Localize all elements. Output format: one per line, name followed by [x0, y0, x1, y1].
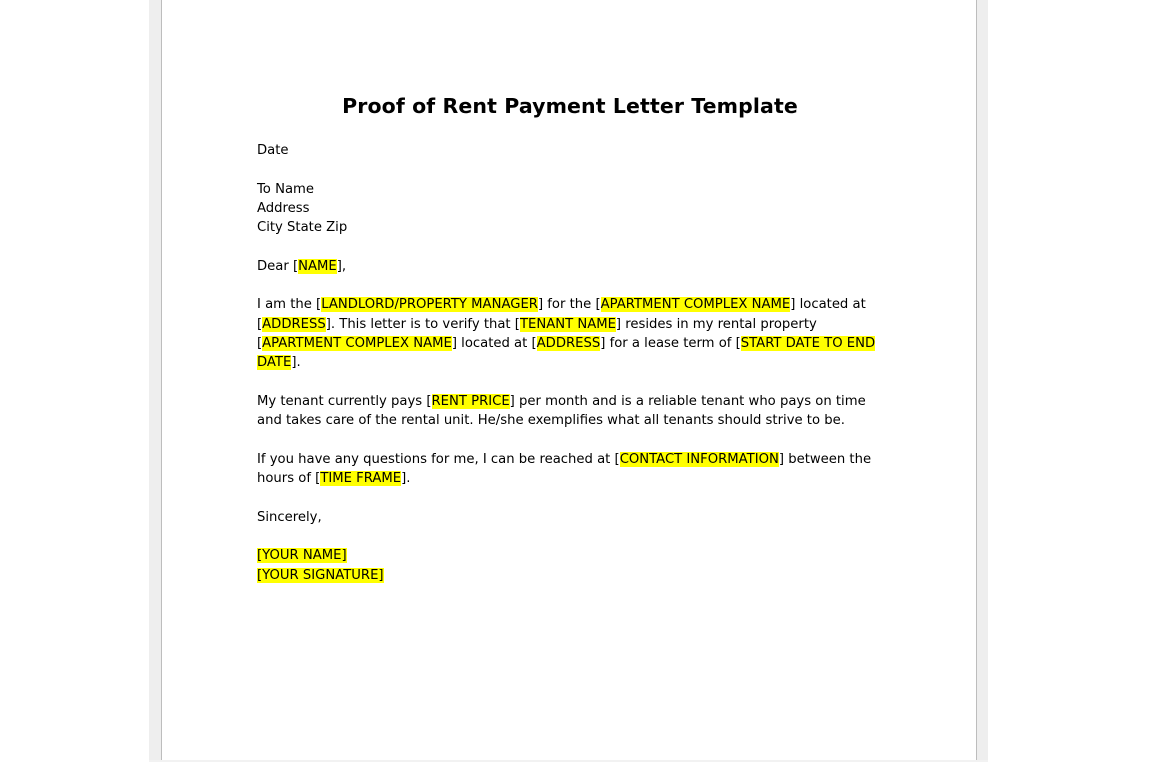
paragraph-verification: [257, 295, 889, 372]
closing: [257, 508, 889, 527]
letter-date: [257, 141, 889, 160]
placeholder-complex-name: APARTMENT COMPLEX NAME: [600, 297, 791, 313]
recipient-city-state-zip: City State Zip: [257, 220, 348, 236]
placeholder-your-name: [YOUR NAME]: [257, 548, 347, 564]
placeholder-complex-name-2: APARTMENT COMPLEX NAME: [262, 335, 452, 351]
salutation: [257, 257, 889, 276]
p3-text-3: ].: [401, 471, 411, 487]
p2-text-2: ] per month and is a reliable tenant who pays on time and takes care of the rental unit. He/she exemplifies what all tenants should strive to be.: [257, 393, 866, 429]
closing-text: Sincerely,: [257, 509, 322, 525]
p1-text-1: I am the [: [257, 297, 322, 313]
recipient-block: [257, 180, 889, 238]
placeholder-address: ADDRESS: [262, 316, 326, 332]
p3-text-1: If you have any questions for me, I can be reached at [: [257, 451, 620, 467]
p1-text-6: ] located at [: [451, 335, 537, 351]
p1-text-4: ]. This letter is to verify that [: [325, 316, 520, 332]
paragraph-rent: [257, 392, 889, 431]
placeholder-landlord: LANDLORD/PROPERTY MANAGER: [321, 297, 538, 313]
p1-text-8: ].: [291, 355, 301, 371]
placeholder-lease-term: START DATE TO END DATE: [257, 335, 876, 371]
viewer-bottom-edge: [149, 760, 988, 762]
p1-text-2: ] for the [: [537, 297, 601, 313]
document-page[interactable]: [161, 0, 977, 760]
document-title: Proof of Rent Payment Letter Template: [342, 94, 798, 118]
placeholder-contact-info: CONTACT INFORMATION: [619, 451, 779, 467]
p3-text-2: ] between the hours of [: [257, 451, 872, 487]
placeholder-your-signature: [YOUR SIGNATURE]: [257, 567, 384, 583]
p2-text-1: My tenant currently pays [: [257, 393, 432, 409]
signature-block: [257, 546, 889, 585]
placeholder-tenant-name: TENANT NAME: [519, 316, 616, 332]
p1-text-3: ] located at [: [257, 297, 866, 332]
placeholder-time-frame: TIME FRAME: [320, 471, 402, 487]
placeholder-address-2: ADDRESS: [536, 335, 601, 351]
p1-text-5: ] resides in my rental property [: [257, 316, 817, 351]
letter-body: [257, 141, 889, 604]
paragraph-contact: [257, 450, 889, 489]
date-text: Date: [257, 143, 289, 158]
salutation-suffix: ],: [336, 258, 347, 274]
p1-text-7: ] for a lease term of [: [600, 335, 741, 351]
placeholder-name: NAME: [298, 258, 337, 274]
salutation-prefix: Dear [: [257, 258, 299, 274]
placeholder-rent-price: RENT PRICE: [431, 393, 510, 409]
recipient-name: To Name: [257, 181, 314, 197]
recipient-address: Address: [257, 200, 310, 216]
